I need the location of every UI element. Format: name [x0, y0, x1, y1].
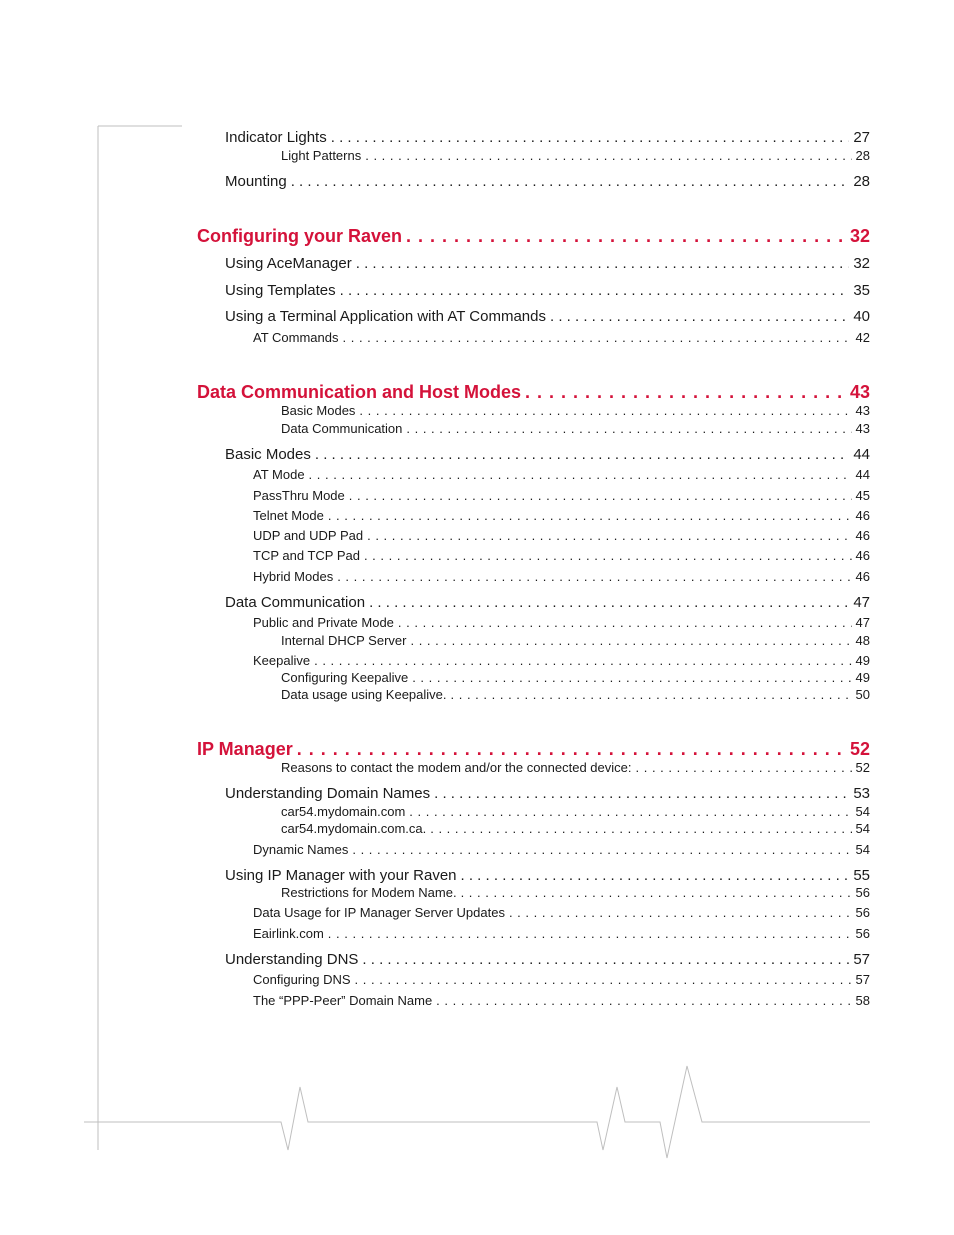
toc-entry[interactable] — [225, 785, 870, 802]
toc-entry[interactable] — [225, 255, 870, 272]
toc-entry[interactable] — [253, 615, 870, 630]
toc-leader-dots — [436, 993, 851, 1008]
toc-entry[interactable] — [253, 548, 870, 563]
toc-entry[interactable] — [225, 308, 870, 325]
toc-entry-page: 40 — [853, 308, 870, 325]
toc-entry-page: 28 — [855, 148, 870, 163]
toc-leader-dots — [343, 330, 852, 345]
toc-entry-page: 45 — [855, 488, 870, 503]
toc-leader-dots — [297, 739, 846, 760]
toc-entry-title: Understanding DNS — [225, 951, 359, 968]
toc-entry[interactable] — [281, 148, 870, 163]
toc-entry-title: Using a Terminal Application with AT Commands — [225, 308, 546, 325]
toc-entry-title: Data Communication — [225, 594, 366, 611]
toc-entry[interactable] — [253, 653, 870, 668]
toc-entry-title: Reasons to contact the modem and/or the connected device: — [281, 760, 632, 775]
toc-entry-page: 43 — [855, 403, 870, 418]
toc-entry[interactable] — [225, 951, 870, 968]
toc-leader-dots — [509, 905, 852, 920]
toc-entry[interactable] — [253, 972, 870, 987]
toc-entry-title: Mounting — [225, 173, 287, 190]
toc-leader-dots — [364, 548, 852, 563]
toc-chapter-page: 43 — [849, 382, 870, 402]
toc-entry-page: 49 — [855, 653, 870, 668]
toc-entry-title: Restrictions for Modem Name. — [281, 885, 457, 900]
toc-entry-page: 35 — [853, 282, 870, 299]
toc-entry-title: Data usage using Keepalive. — [281, 687, 447, 702]
toc-entry-page: 46 — [855, 548, 870, 563]
toc-entry-page: 56 — [855, 885, 870, 900]
toc-leader-dots — [315, 446, 849, 463]
toc-leader-dots — [461, 867, 850, 884]
toc-entry-page: 44 — [853, 446, 870, 463]
toc-entry[interactable] — [225, 173, 870, 190]
toc-entry-title: Light Patterns — [281, 148, 362, 163]
toc-leader-dots — [367, 528, 851, 543]
toc-leader-dots — [406, 421, 851, 436]
toc-leader-dots — [409, 804, 851, 819]
toc-entry-title: Telnet Mode — [253, 508, 324, 523]
toc-chapter-title: Data Communication and Host Modes — [197, 382, 522, 402]
toc-entry-page: 54 — [855, 842, 870, 857]
toc-leader-dots — [359, 403, 851, 418]
toc-chapter-title: Configuring your Raven — [197, 226, 403, 246]
toc-leader-dots — [461, 885, 852, 900]
toc-entry-title: car54.mydomain.com — [281, 804, 406, 819]
toc-entry[interactable] — [281, 403, 870, 418]
toc-entry-page: 47 — [855, 615, 870, 630]
toc-leader-dots — [406, 226, 846, 247]
toc-entry-page: 47 — [853, 594, 870, 611]
toc-entry-page: 46 — [855, 508, 870, 523]
toc-chapter-entry[interactable] — [197, 739, 870, 760]
toc-leader-dots — [434, 785, 849, 802]
toc-leader-dots — [340, 282, 850, 299]
toc-entry-page: 27 — [853, 129, 870, 146]
toc-entry-title: Internal DHCP Server — [281, 633, 407, 648]
toc-entry[interactable] — [253, 926, 870, 941]
toc-entry[interactable] — [281, 670, 870, 685]
toc-entry[interactable] — [225, 594, 870, 611]
toc-entry-title: TCP and TCP Pad — [253, 548, 360, 563]
toc-leader-dots — [410, 633, 851, 648]
toc-entry[interactable] — [253, 488, 870, 503]
toc-entry[interactable] — [281, 760, 870, 775]
toc-leader-dots — [365, 148, 851, 163]
toc-entry-title: Public and Private Mode — [253, 615, 394, 630]
toc-chapter-entry[interactable] — [197, 226, 870, 247]
toc-chapter-page: 32 — [849, 226, 870, 246]
toc-leader-dots — [328, 926, 852, 941]
toc-entry[interactable] — [253, 905, 870, 920]
toc-entry-page: 54 — [855, 804, 870, 819]
toc-entry[interactable] — [253, 569, 870, 584]
toc-chapter-entry[interactable] — [197, 382, 870, 403]
toc-entry[interactable] — [253, 842, 870, 857]
toc-entry[interactable] — [225, 446, 870, 463]
toc-leader-dots — [355, 972, 852, 987]
toc-entry-title: car54.mydomain.com.ca. — [281, 821, 427, 836]
toc-chapter-title: IP Manager — [197, 739, 293, 759]
toc-leader-dots — [369, 594, 849, 611]
toc-entry-title: Understanding Domain Names — [225, 785, 431, 802]
toc-entry-title: Eairlink.com — [253, 926, 324, 941]
toc-entry[interactable] — [253, 330, 870, 345]
toc-entry[interactable] — [253, 528, 870, 543]
toc-entry-title: Using Templates — [225, 282, 336, 299]
toc-entry-page: 54 — [855, 821, 870, 836]
toc-leader-dots — [636, 760, 852, 775]
toc-entry-title: Using AceManager — [225, 255, 352, 272]
toc-entry[interactable] — [253, 467, 870, 482]
toc-entry-title: AT Commands — [253, 330, 339, 345]
toc-leader-dots — [314, 653, 851, 668]
toc-entry-title: Basic Modes — [225, 446, 311, 463]
toc-entry-title: PassThru Mode — [253, 488, 345, 503]
toc-leader-dots — [356, 255, 850, 272]
toc-entry[interactable] — [281, 421, 870, 436]
toc-entry-page: 49 — [855, 670, 870, 685]
toc-entry-page: 46 — [855, 569, 870, 584]
toc-leader-dots — [328, 508, 852, 523]
toc-leader-dots — [352, 842, 851, 857]
toc-entry-page: 28 — [853, 173, 870, 190]
toc-entry[interactable] — [225, 282, 870, 299]
toc-entry-title: Configuring Keepalive — [281, 670, 409, 685]
toc-entry[interactable] — [281, 804, 870, 819]
toc-entry-title: Keepalive — [253, 653, 311, 668]
toc-entry-page: 58 — [855, 993, 870, 1008]
toc-entry-title: Data Usage for IP Manager Server Updates — [253, 905, 505, 920]
toc-entry-page: 43 — [855, 421, 870, 436]
toc-entry-title: Using IP Manager with your Raven — [225, 867, 457, 884]
toc-entry-page: 32 — [853, 255, 870, 272]
toc-leader-dots — [430, 821, 851, 836]
toc-entry[interactable] — [253, 993, 870, 1008]
toc-entry-page: 42 — [855, 330, 870, 345]
toc-leader-dots — [398, 615, 852, 630]
toc-leader-dots — [550, 308, 849, 325]
toc-entry-title: AT Mode — [253, 467, 305, 482]
toc-leader-dots — [451, 687, 852, 702]
toc-entry-page: 50 — [855, 687, 870, 702]
toc-leader-dots — [291, 173, 850, 190]
toc-entry-title: Dynamic Names — [253, 842, 349, 857]
toc-leader-dots — [525, 382, 846, 403]
toc-entry[interactable] — [281, 821, 870, 836]
toc-entry-page: 52 — [855, 760, 870, 775]
toc-entry-page: 56 — [855, 926, 870, 941]
toc-entry-page: 57 — [853, 951, 870, 968]
toc-entry-page: 56 — [855, 905, 870, 920]
toc-entry-page: 48 — [855, 633, 870, 648]
toc-chapter-page: 52 — [849, 739, 870, 759]
toc-entry[interactable] — [281, 633, 870, 648]
toc-entry-title: Basic Modes — [281, 403, 356, 418]
toc-leader-dots — [349, 488, 852, 503]
toc-entry-page: 55 — [853, 867, 870, 884]
toc-leader-dots — [337, 569, 851, 584]
toc-entry-page: 57 — [855, 972, 870, 987]
toc-entry[interactable] — [281, 885, 870, 900]
toc-entry-page: 46 — [855, 528, 870, 543]
toc-entry[interactable] — [225, 867, 870, 884]
toc-entry-title: Indicator Lights — [225, 129, 327, 146]
toc-entry[interactable] — [225, 129, 870, 146]
toc-entry[interactable] — [281, 687, 870, 702]
toc-entry-page: 53 — [853, 785, 870, 802]
toc-leader-dots — [309, 467, 852, 482]
toc-entry[interactable] — [253, 508, 870, 523]
toc-leader-dots — [412, 670, 851, 685]
toc-entry-title: Data Communication — [281, 421, 403, 436]
toc-leader-dots — [331, 129, 850, 146]
toc-entry-title: The “PPP-Peer” Domain Name — [253, 993, 433, 1008]
toc-entry-title: Configuring DNS — [253, 972, 351, 987]
toc-entry-page: 44 — [855, 467, 870, 482]
toc-leader-dots — [362, 951, 849, 968]
toc-entry-title: UDP and UDP Pad — [253, 528, 364, 543]
toc-entry-title: Hybrid Modes — [253, 569, 334, 584]
